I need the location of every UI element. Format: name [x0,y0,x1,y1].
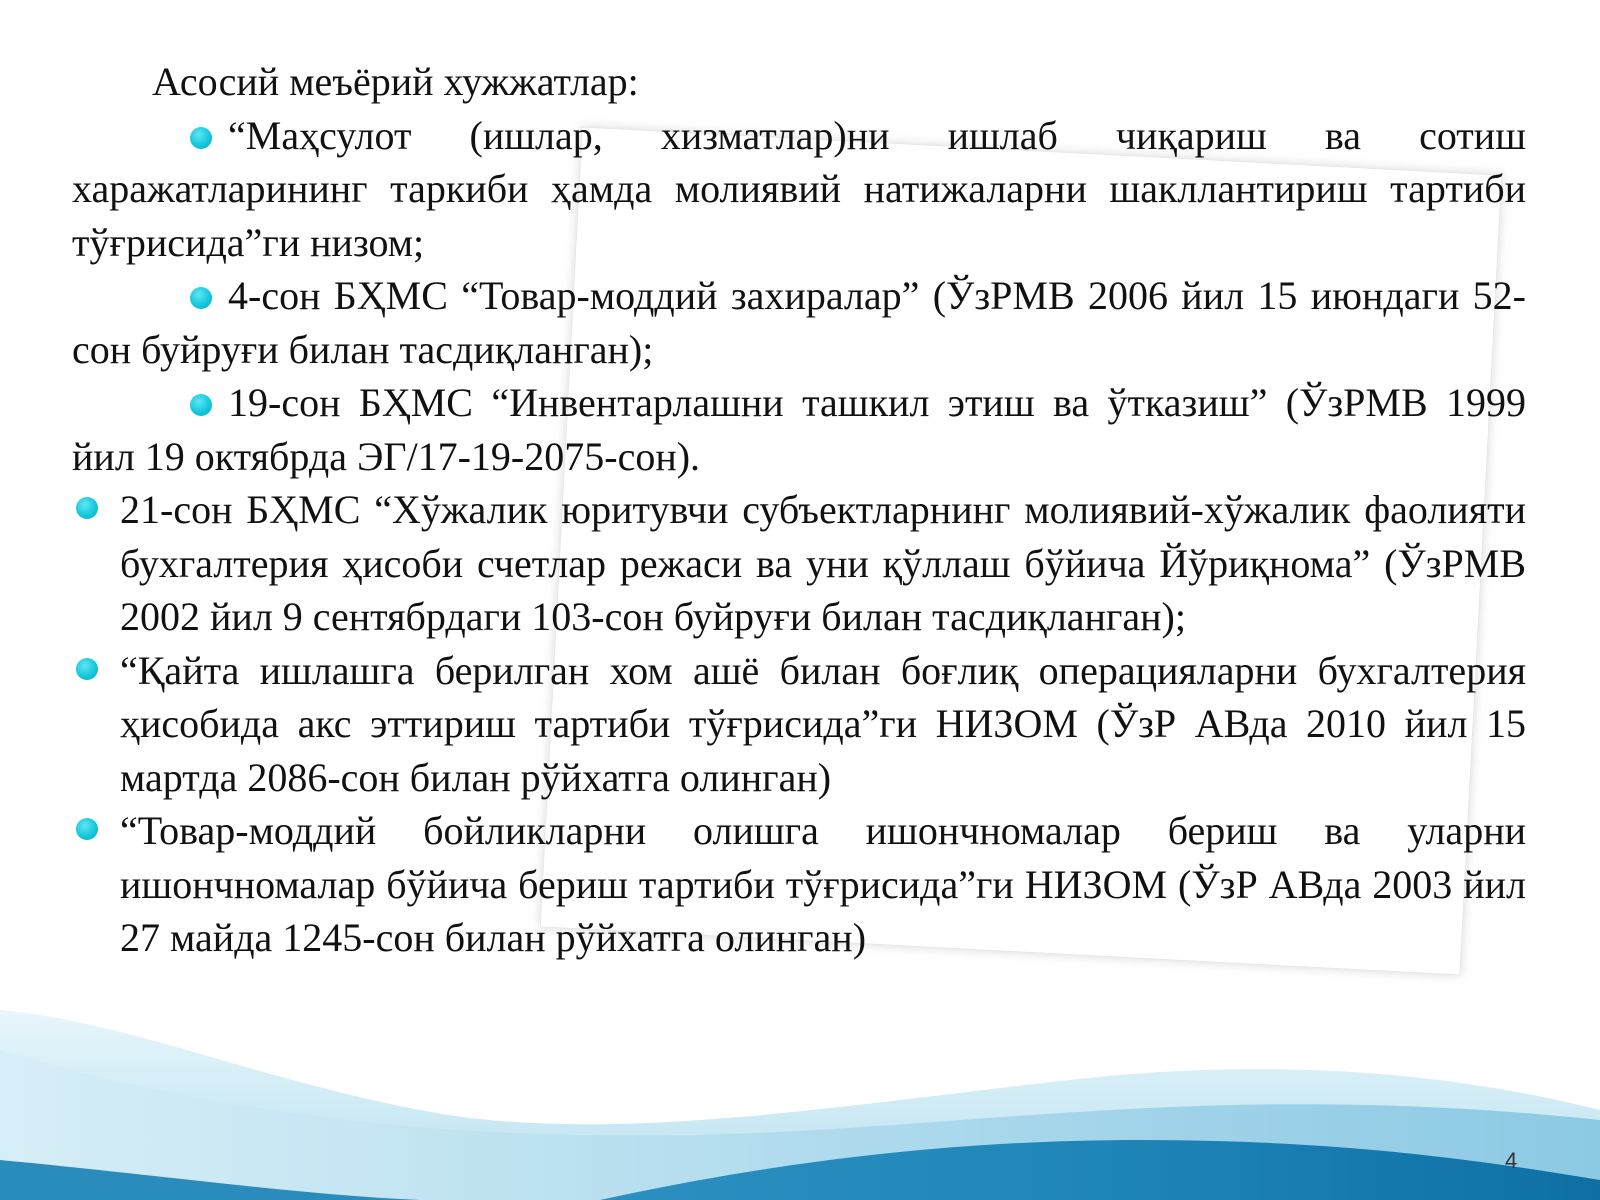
bullet-icon [190,287,212,309]
list-item [72,376,1526,483]
heading: Асосий меъёрий хужжатлар: [152,59,639,104]
list-item [72,644,1526,805]
list-item [72,109,1526,270]
list-item-text: “Товар-моддий бойликларни олишга ишончномалар бериш ва уларни ишончномалар бўйича бериш тартиби тўғрисида”ги НИЗОМ (ЎзР АВда 2003 йил 27 майда 1245-сон билан рўйхатга олинган) [120,808,1526,960]
bullet-icon [190,394,212,416]
list-item [72,483,1526,644]
page-number: 4 [1505,1148,1518,1173]
list-item-text: “Қайта ишлашга берилган хом ашё билан боғлиқ операцияларни бухгалтерия ҳисобида акс эттириш тартиби тўғрисида”ги НИЗОМ (ЎзР АВда 2010 йил 15 мартда 2086-сон билан рўйхатга олинган) [120,647,1526,800]
bullet-icon [76,818,98,840]
list-item-text: 21-сон БҲМС “Хўжалик юритувчи субъектларнинг молиявий-хўжалик фаолияти бухгалтерия ҳисоби счетлар режаси ва уни қўллаш бўйича Йўриқнома” (ЎзРМВ 2002 йил 9 сентябрдаги 103-сон буйруғи билан тасдиқланган); [120,487,1526,639]
bullet-icon [76,658,98,680]
list-item [72,804,1526,965]
list-item [72,269,1526,376]
list-item-text: 4-сон БҲМС “Товар-моддий захиралар” (ЎзРМВ 2006 йил 15 июндаги 52-сон буйруғи билан тасдиқланган); [72,273,1526,372]
list-item-text: “Маҳсулот (ишлар, хизматлар)ни ишлаб чиқариш ва сотиш харажатларининг таркиби ҳамда молиявий натижаларни шакллантириш тартиби тўғрисида”ги низом; [72,112,1526,265]
content-body [72,55,1526,965]
bullet-icon [190,127,212,149]
bullet-icon [76,497,98,519]
list-item-text: 19-сон БҲМС “Инвентарлашни ташкил этиш ва ўтказиш” (ЎзРМВ 1999 йил 19 октябрда ЭГ/17-19-2075-сон). [72,380,1526,479]
